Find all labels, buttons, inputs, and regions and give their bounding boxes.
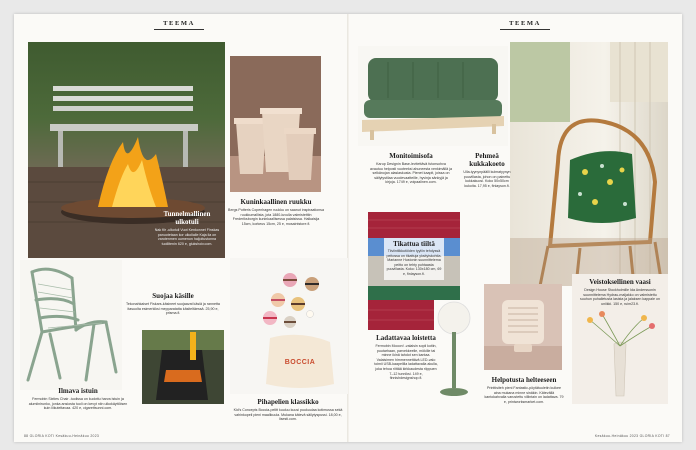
left-section-header: TEEMA xyxy=(163,20,195,27)
pillow-body: Ulla-tyynynpäälli kulmatyynyn puuvillasta, johon on painettu kukkakuosi. Koko 50x50cm kukoita. 17,95 e, finlayson.fi. xyxy=(463,170,511,188)
lamp-caption xyxy=(374,334,438,381)
rattan-chair-pillow-photo xyxy=(510,42,668,286)
chair-title: Ilmava istuin xyxy=(58,387,98,395)
right-section-header: TEEMA xyxy=(509,20,541,27)
left-header-rule xyxy=(154,29,204,30)
pots-caption xyxy=(228,198,324,226)
vase-body: Design House Stockholmille Ida Anderssonin suunnittelema Hydrau-maljakko on valmistettu suuhun puhalletusta lasista ja jalaksen kappale on uniikki. 150 e, ruim23.fi. xyxy=(580,288,660,306)
quilt-caption xyxy=(384,238,444,280)
portable-lamp-photo xyxy=(434,300,474,400)
futon-sofa-photo xyxy=(358,46,508,146)
garden-glove-photo xyxy=(142,330,224,404)
fan-body: Printtisiteh pieni Fantastic-pöytätuuletin kulkee aina mukana minne sinäkin. Kätevällä kantokahvalla varustettu villintain on ladattava. 79 e, printworksmarket.com. xyxy=(484,386,564,404)
desk-fan-photo xyxy=(484,284,562,370)
sofa-title: Monitoimisofa xyxy=(389,152,433,160)
right-header-rule xyxy=(500,29,550,30)
magazine-spread xyxy=(14,14,682,442)
terracotta-pot-photo xyxy=(230,56,321,192)
lounge-chair-photo xyxy=(20,260,122,390)
left-folio: 88 GLORIA KOTI Kesäkuu-Heinäkuu 2023 xyxy=(24,434,100,438)
pillow-title: Pehmeä kukkakoeto xyxy=(469,152,505,168)
pillow-caption xyxy=(460,152,514,188)
fire-body: Nak fiir -ulkotuli Vuot Kenkonnet Finskas panuotetaan kor ulkolialle Kaja ila on varotenmen uumenon haljoitustonna tuollitenin 620 e, glukshoiv.com. xyxy=(154,228,220,246)
fire-pit-photo xyxy=(28,42,225,258)
fire-caption xyxy=(152,210,222,246)
pots-title: Kuninkaallinen ruukku xyxy=(240,198,312,206)
pots-body: Bergs Potteris Copenhagen ruukku on saanut inspiraationsa ruukkumallista, jota 1880-luvulla valmistettiin Frederiksborgin kuninkaallisessa palatsissa. Halkaisija 15cm, korkeus 15cm, 25 e, mosaintstore.fi. xyxy=(228,208,324,226)
glove-body: Tekonahkaiset Fiskars-käsineet suojaavat käsiä ja rannetta itasuolta esimerkiksi mepparatatta käsiteltäessä. 25,90 e, prisma.fi. xyxy=(126,302,220,316)
lamp-body: Fermobin Mooon! -valaisin sopii kotiin, puutarhaan, parvekkeelle, mökille tai minne ikinä tahdot sen kantaa. Valaisimen himmennettävä LED-valo toimii USB-kaapelilla ladattavalla akulla, joka tehoa riittää kirkkaudesta riippuen 7–12 tunniksi. 149 e, finnishdesignshop.fi. xyxy=(374,344,438,381)
fan-caption xyxy=(484,376,564,404)
glass-vase-photo xyxy=(572,274,668,404)
boccia-balls-photo xyxy=(230,258,348,394)
boccia-caption xyxy=(228,398,348,422)
sofa-caption xyxy=(370,152,452,185)
fire-title: Tunnelmallinen ulkotuli xyxy=(163,210,211,226)
quilt-body: Tiiviintilkkutöiden tyyliin tehdyssä peitossa on tikattuja yksityiskohtia. Marianne Hustonin suunnittelema peitto on tehty puhtaasta puuvillasta. Koko: 130x180 cm, 69 e, finlayson.fi. xyxy=(386,249,442,276)
boccia-bag-label: BOCCIA xyxy=(284,359,316,366)
boccia-body: Kid's Concepts Boccia-pelitt kuuluu kuusi puukuulaa kotimussa sekä vahinkopeli pieni maalikuula. Mukana kätevä säilytyspussi. 18,00 e, lisesti.com. xyxy=(233,408,343,422)
lamp-title: Ladattavaa loistetta xyxy=(376,334,436,342)
glove-caption xyxy=(124,292,222,316)
vase-caption xyxy=(578,278,662,306)
chair-caption xyxy=(28,387,128,411)
right-folio: Kesäkuu-Heinäkuu 2023 GLORIA KOTI 87 xyxy=(594,434,670,438)
sofa-body: Karup Designin Base-levitettävä futonsohva avautuu helposti vuoteeksi ahuneesta venkimällä ja selkänojan alaslaskusta. Pienet kaapit, joissa on säilytystilaa vuodevaatteille, hyvinja sänkyjä ja kirjoja. 1749 e, voipaalinen.com. xyxy=(370,162,452,185)
chair-body: Fermobin Sixties Chair -tuolissa on kudottu harva istuin ja alumiinirunko, jonka ansiosta tuoli on kevyt niin ulkokäyttöisen kuin liikuteltavaa. 420 e, cigarettsunni.com. xyxy=(28,397,128,411)
glove-title: Suojaa käsille xyxy=(152,292,194,300)
fan-title: Helpotusta helteeseen xyxy=(491,376,557,384)
boccia-title: Pihapelien klassikko xyxy=(257,398,319,406)
vase-title: Veistoksellinen vaasi xyxy=(589,278,651,286)
quilt-title: Tikattua tiiltä xyxy=(393,240,435,248)
